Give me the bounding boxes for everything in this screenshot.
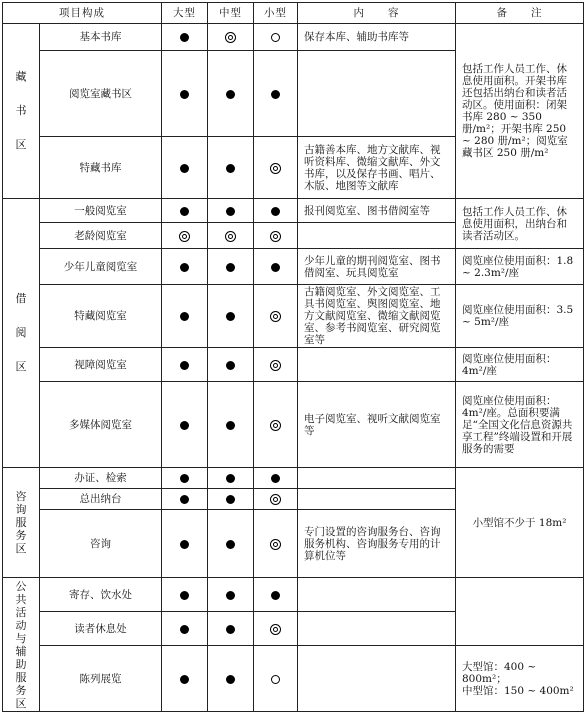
large-mark xyxy=(162,51,208,137)
content-cell xyxy=(298,489,456,510)
note-cell xyxy=(456,646,584,712)
item-name: 咨询 xyxy=(40,510,162,578)
filled-dot-icon xyxy=(271,207,280,216)
medium-mark xyxy=(208,646,254,712)
medium-mark xyxy=(208,137,254,199)
note-cell: 小型馆不少于 18m² xyxy=(456,468,584,578)
content-cell xyxy=(298,348,456,382)
category-label: 藏书区 xyxy=(15,70,27,151)
small-mark xyxy=(254,223,298,249)
header-row xyxy=(3,3,584,24)
filled-dot-icon xyxy=(180,495,189,504)
double-circle-icon xyxy=(270,311,281,322)
large-mark xyxy=(162,137,208,199)
category-label: 公共活动与辅助服务区 xyxy=(15,579,27,710)
double-circle-icon xyxy=(225,32,236,43)
filled-dot-icon xyxy=(180,207,189,216)
item-name: 办证、检索 xyxy=(40,468,162,489)
category-label: 咨询服务区 xyxy=(15,490,27,555)
content-cell: 少年儿童的期刊阅览室、图书借阅室、玩具阅览室 xyxy=(298,249,456,285)
filled-dot-icon xyxy=(180,312,189,321)
small-mark xyxy=(254,24,298,51)
filled-dot-icon xyxy=(180,540,189,549)
filled-dot-icon xyxy=(226,474,235,483)
content-cell: 古籍善本库、地方文献库、视听资料库、微缩文献库、外文书库，以及保存书画、唱片、木版、地图等文献库 xyxy=(298,137,456,199)
small-mark xyxy=(254,489,298,510)
table-row xyxy=(3,348,584,382)
small-mark xyxy=(254,348,298,382)
table-row xyxy=(3,468,584,489)
note-cell-empty xyxy=(456,578,584,646)
open-circle-icon xyxy=(271,33,280,42)
content-cell: 古籍阅览室、外文阅览室、工具书阅览室、舆图阅览室、地方文献阅览室、微缩文献阅览室、参考书阅览室、研究阅览室等 xyxy=(298,285,456,348)
medium-mark xyxy=(208,612,254,646)
item-name: 特藏阅览室 xyxy=(40,285,162,348)
content-cell: 专门设置的咨询服务台、咨询服务机构、咨询服务专用的计算机位等 xyxy=(298,510,456,578)
category-cell xyxy=(3,468,40,578)
filled-dot-icon xyxy=(271,474,280,483)
header-small: 小型 xyxy=(254,3,298,24)
double-circle-icon xyxy=(270,494,281,505)
small-mark xyxy=(254,510,298,578)
note-cell: 包括工作人员工作、休息使用面积，出纳台和读者活动区。 xyxy=(456,199,584,249)
item-name: 读者休息处 xyxy=(40,612,162,646)
category-cell xyxy=(3,199,40,468)
category-label: 借阅区 xyxy=(15,292,27,373)
content-cell: 电子阅览室、视听文献阅览室等 xyxy=(298,382,456,468)
filled-dot-icon xyxy=(226,312,235,321)
large-mark xyxy=(162,510,208,578)
medium-mark xyxy=(208,249,254,285)
content-cell: 报刊阅览室、图书借阅室等 xyxy=(298,199,456,223)
table-row xyxy=(3,199,584,223)
filled-dot-icon xyxy=(180,361,189,370)
medium-mark xyxy=(208,510,254,578)
large-mark xyxy=(162,578,208,612)
filled-dot-icon xyxy=(226,90,235,99)
filled-dot-icon xyxy=(226,625,235,634)
large-mark xyxy=(162,249,208,285)
item-name: 基本书库 xyxy=(40,24,162,51)
table-row xyxy=(3,646,584,712)
item-name: 寄存、饮水处 xyxy=(40,578,162,612)
content-cell: 保存本库、辅助书库等 xyxy=(298,24,456,51)
filled-dot-icon xyxy=(226,495,235,504)
medium-mark xyxy=(208,468,254,489)
filled-dot-icon xyxy=(180,625,189,634)
item-name: 老龄阅览室 xyxy=(40,223,162,249)
filled-dot-icon xyxy=(180,474,189,483)
note-cell: 阅览座位使用面积：3.5 ~ 5m²/座 xyxy=(456,285,584,348)
medium-mark xyxy=(208,285,254,348)
header-note: 备 注 xyxy=(456,3,584,24)
small-mark xyxy=(254,578,298,612)
filled-dot-icon xyxy=(271,591,280,600)
item-name: 视障阅览室 xyxy=(40,348,162,382)
filled-dot-icon xyxy=(226,263,235,272)
open-circle-icon xyxy=(271,675,280,684)
double-circle-icon xyxy=(270,163,281,174)
small-mark xyxy=(254,382,298,468)
large-mark xyxy=(162,468,208,489)
note-line: 中型馆：150 ~ 400m² xyxy=(462,684,574,697)
note-cell: 阅览座位使用面积：4m²/座 xyxy=(456,348,584,382)
large-mark xyxy=(162,646,208,712)
note-cell: 阅览座位使用面积：1.8 ~ 2.3m²/座 xyxy=(456,249,584,285)
note-cell: 包括工作人员工作、休息使用面积。开架书库还包括出纳台和读者活动区。使用面积：闭架书库 280 ~ 350 册/m²；开架书库 250 ~ 280 册/m²；阅览室藏书区 250 册/m² xyxy=(456,24,584,199)
header-large: 大型 xyxy=(162,3,208,24)
item-name: 阅览室藏书区 xyxy=(40,51,162,137)
large-mark xyxy=(162,199,208,223)
category-cell xyxy=(3,578,40,712)
small-mark xyxy=(254,51,298,137)
large-mark xyxy=(162,223,208,249)
filled-dot-icon xyxy=(226,675,235,684)
library-space-composition-table xyxy=(2,2,584,712)
small-mark xyxy=(254,285,298,348)
small-mark xyxy=(254,199,298,223)
medium-mark xyxy=(208,348,254,382)
filled-dot-icon xyxy=(180,90,189,99)
filled-dot-icon xyxy=(180,263,189,272)
small-mark xyxy=(254,646,298,712)
medium-mark xyxy=(208,382,254,468)
filled-dot-icon xyxy=(180,421,189,430)
small-mark xyxy=(254,137,298,199)
filled-dot-icon xyxy=(180,164,189,173)
filled-dot-icon xyxy=(226,591,235,600)
note-line: 大型馆：400 ~ 800m²； xyxy=(462,660,537,685)
filled-dot-icon xyxy=(226,421,235,430)
medium-mark xyxy=(208,578,254,612)
filled-dot-icon xyxy=(226,540,235,549)
table-row xyxy=(3,578,584,612)
table-row xyxy=(3,285,584,348)
item-name: 一般阅览室 xyxy=(40,199,162,223)
filled-dot-icon xyxy=(180,33,189,42)
content-cell xyxy=(298,223,456,249)
note-cell: 阅览座位使用面积：4m²/座。总面积要满足“全国文化信息资源共享工程”终端设置和开展服务的需要 xyxy=(456,382,584,468)
content-cell xyxy=(298,578,456,612)
small-mark xyxy=(254,249,298,285)
double-circle-icon xyxy=(270,360,281,371)
table-row xyxy=(3,382,584,468)
large-mark xyxy=(162,612,208,646)
double-circle-icon xyxy=(179,231,190,242)
table-row xyxy=(3,249,584,285)
double-circle-icon xyxy=(270,539,281,550)
large-mark xyxy=(162,285,208,348)
large-mark xyxy=(162,489,208,510)
small-mark xyxy=(254,468,298,489)
double-circle-icon xyxy=(270,624,281,635)
header-medium: 中型 xyxy=(208,3,254,24)
large-mark xyxy=(162,382,208,468)
item-name: 陈列展览 xyxy=(40,646,162,712)
item-name: 总出纳台 xyxy=(40,489,162,510)
filled-dot-icon xyxy=(226,164,235,173)
header-content: 内 容 xyxy=(298,3,456,24)
filled-dot-icon xyxy=(226,361,235,370)
medium-mark xyxy=(208,24,254,51)
content-cell xyxy=(298,51,456,137)
content-cell xyxy=(298,612,456,646)
double-circle-icon xyxy=(270,420,281,431)
filled-dot-icon xyxy=(226,207,235,216)
filled-dot-icon xyxy=(180,675,189,684)
content-cell xyxy=(298,646,456,712)
medium-mark xyxy=(208,223,254,249)
medium-mark xyxy=(208,51,254,137)
medium-mark xyxy=(208,199,254,223)
small-mark xyxy=(254,612,298,646)
medium-mark xyxy=(208,489,254,510)
double-circle-icon xyxy=(270,231,281,242)
filled-dot-icon xyxy=(180,591,189,600)
filled-dot-icon xyxy=(271,263,280,272)
item-name: 特藏书库 xyxy=(40,137,162,199)
double-circle-icon xyxy=(225,231,236,242)
large-mark xyxy=(162,348,208,382)
filled-dot-icon xyxy=(271,90,280,99)
header-item: 项目构成 xyxy=(3,3,162,24)
item-name: 多媒体阅览室 xyxy=(40,382,162,468)
category-cell xyxy=(3,24,40,199)
large-mark xyxy=(162,24,208,51)
item-name: 少年儿童阅览室 xyxy=(40,249,162,285)
content-cell xyxy=(298,468,456,489)
table-row xyxy=(3,24,584,51)
